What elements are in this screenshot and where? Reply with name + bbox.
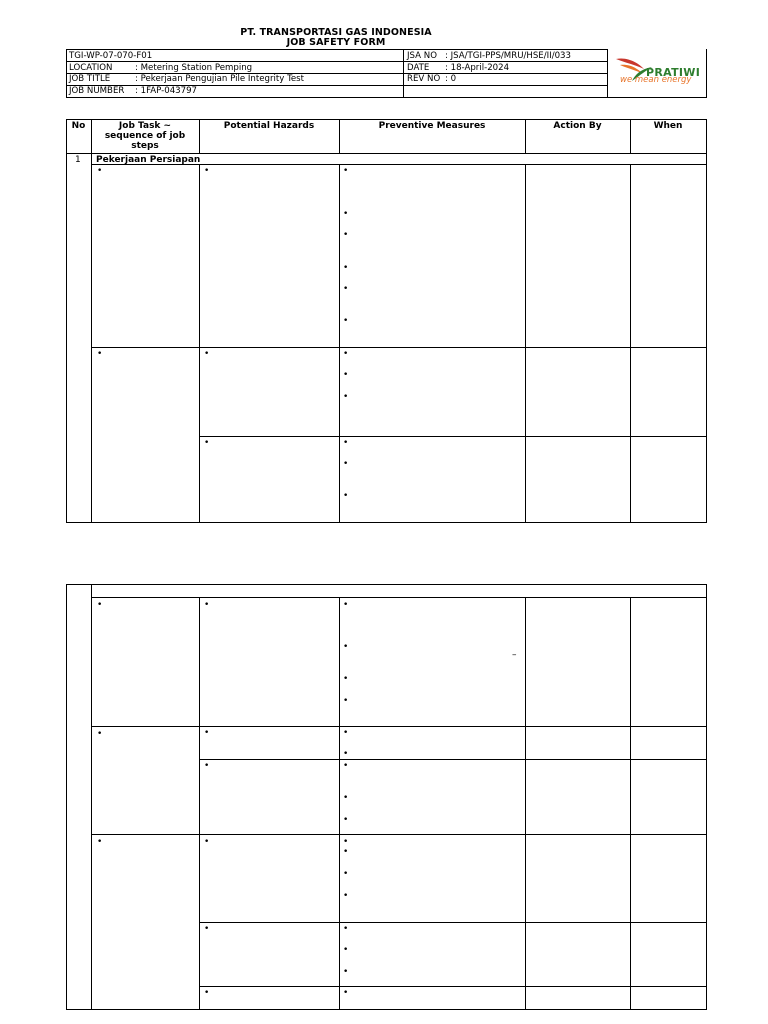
section-title: Pekerjaan Persiapan — [96, 155, 201, 165]
dash: – — [512, 650, 517, 660]
bullet: • — [343, 728, 349, 738]
job-number-label: JOB NUMBER — [69, 86, 125, 96]
bullet: • — [204, 349, 210, 359]
date-value: : 18-April-2024 — [445, 63, 510, 73]
col-job-task-line-1: Job Task ~ — [118, 121, 172, 131]
rev-no-row — [407, 74, 456, 84]
bullet: • — [343, 438, 349, 448]
bullet: • — [343, 891, 349, 901]
job-number-row — [69, 86, 197, 96]
col-no: No — [71, 121, 86, 131]
bullet: • — [97, 837, 103, 847]
doc-code: TGI-WP-07-070-F01 — [69, 51, 153, 61]
logo-name: PRATIWI — [646, 66, 701, 79]
col-action-by: Action By — [553, 121, 602, 131]
bullet: • — [343, 967, 349, 977]
bullet: • — [343, 370, 349, 380]
company-name: PT. TRANSPORTASI GAS INDONESIA — [240, 27, 432, 38]
date-row — [407, 63, 509, 73]
bullet: • — [343, 696, 349, 706]
bullet: • — [343, 316, 349, 326]
jsa-no-value: : JSA/TGI-PPS/MRU/HSE/II/033 — [445, 51, 571, 61]
jsa-no-label: JSA NO — [407, 51, 437, 61]
col-preventive-measures: Preventive Measures — [378, 121, 486, 131]
bullet: • — [343, 642, 349, 652]
bullet: • — [343, 761, 349, 771]
col-potential-hazards: Potential Hazards — [223, 121, 315, 131]
bullet: • — [97, 729, 103, 739]
col-job-task — [91, 121, 199, 151]
bullet: • — [204, 761, 210, 771]
bullet: • — [343, 349, 349, 359]
bullet: • — [343, 209, 349, 219]
section-number: 1 — [75, 155, 81, 165]
job-number-value: : 1FAP-043797 — [135, 86, 198, 96]
bullet: • — [343, 837, 349, 847]
bullet: • — [343, 392, 349, 402]
job-title-row — [69, 74, 304, 84]
form-title: JOB SAFETY FORM — [286, 37, 386, 48]
bullet: • — [343, 230, 349, 240]
job-title-value: : Pekerjaan Pengujian Pile Integrity Test — [135, 74, 305, 84]
location-label: LOCATION — [69, 63, 113, 73]
location-row — [69, 63, 252, 73]
bullet: • — [204, 728, 210, 738]
bullet: • — [343, 674, 349, 684]
jsa-no-row — [407, 51, 571, 61]
bullet: • — [343, 166, 349, 176]
bullet: • — [343, 815, 349, 825]
bullet: • — [343, 749, 349, 759]
bullet: • — [343, 988, 349, 998]
bullet: • — [97, 349, 103, 359]
bullet: • — [343, 263, 349, 273]
bullet: • — [204, 924, 210, 934]
logo-tagline: we mean energy — [620, 75, 692, 85]
bullet: • — [204, 438, 210, 448]
bullet: • — [343, 459, 349, 469]
bullet: • — [204, 600, 210, 610]
bullet: • — [343, 869, 349, 879]
bullet: • — [204, 166, 210, 176]
bullet: • — [343, 924, 349, 934]
bullet: • — [343, 793, 349, 803]
job-title-label: JOB TITLE — [69, 74, 111, 84]
bullet: • — [343, 284, 349, 294]
bullet: • — [343, 600, 349, 610]
bullet: • — [97, 600, 103, 610]
bullet: • — [343, 945, 349, 955]
col-job-task-line-2: sequence of job — [104, 131, 186, 141]
bullet: • — [343, 847, 349, 857]
bullet: • — [343, 491, 349, 501]
col-when: When — [653, 121, 683, 131]
bullet: • — [97, 166, 103, 176]
date-label: DATE — [407, 63, 430, 73]
bullet: • — [204, 988, 210, 998]
col-job-task-line-3: steps — [131, 141, 159, 151]
rev-no-label: REV NO — [407, 74, 441, 84]
rev-no-value: : 0 — [445, 74, 457, 84]
location-value: : Metering Station Pemping — [135, 63, 253, 73]
bullet: • — [204, 837, 210, 847]
pratiwi-logo — [612, 54, 704, 94]
